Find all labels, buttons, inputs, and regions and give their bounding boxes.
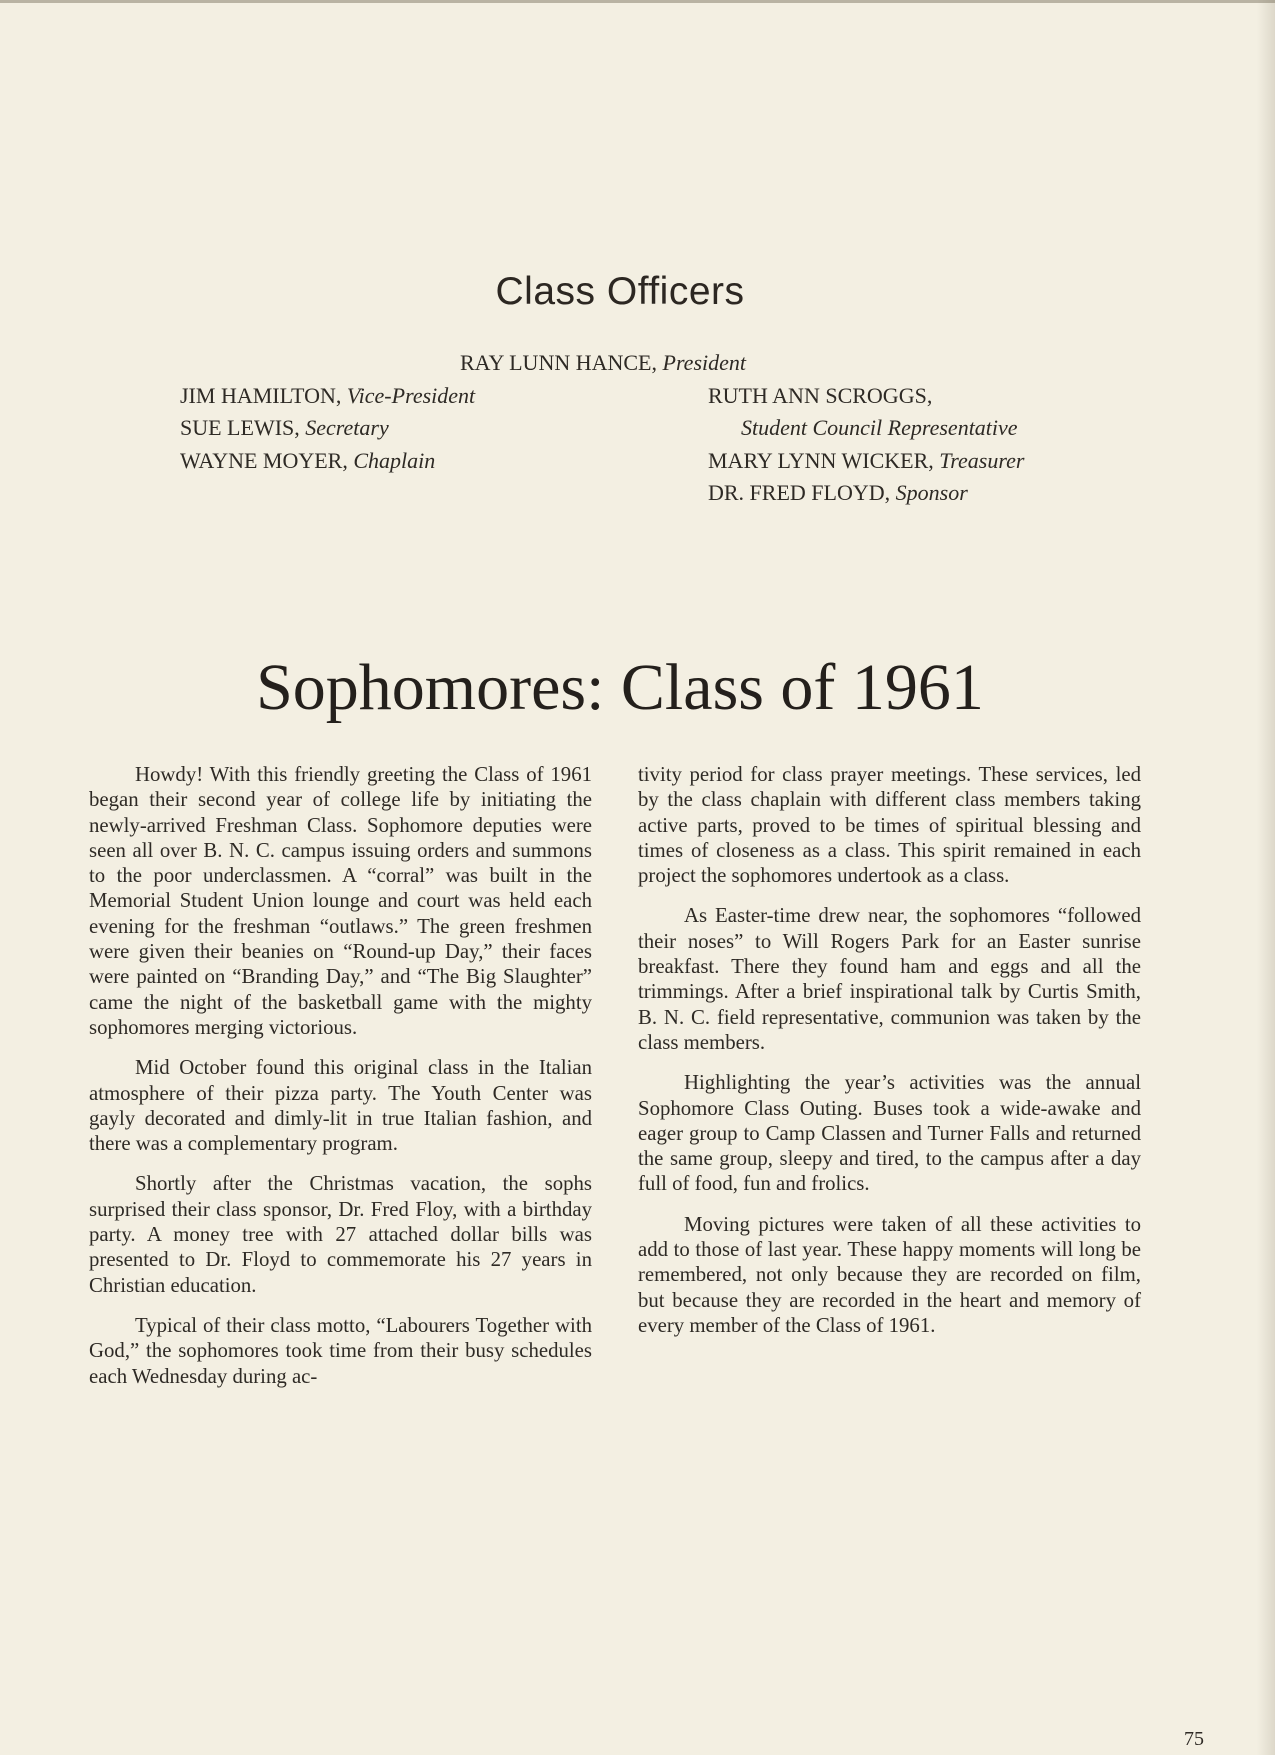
officer-secretary bbox=[180, 415, 389, 441]
officer-student-council bbox=[708, 383, 932, 409]
article-paragraph: Shortly after the Christmas vacation, the sophs surprised their class sponsor, Dr. Fred Floy, with a birthday party. A money tree with 27 attached dollar bills was presented to Dr. Floyd to commemorate his 27 years in Christian education. bbox=[89, 1172, 592, 1297]
article-column-left bbox=[89, 762, 592, 1404]
officer-role: Sponsor bbox=[895, 480, 968, 505]
article-paragraph: Highlighting the year’s activities was the annual Sophomore Class Outing. Buses took a wide-awake and eager group to Camp Classen and Turner Falls and returned the same group, sleepy and tired, to the campus after a day full of food, fun and frolics. bbox=[638, 1071, 1141, 1196]
article-paragraph: Moving pictures were taken of all these activities to add to those of last year. These happy moments will long be remembered, not only because they are recorded on film, but because they are recorded in the heart and memory of every member of the Class of 1961. bbox=[638, 1212, 1141, 1337]
top-border bbox=[0, 0, 1275, 3]
officer-vice-president bbox=[180, 383, 475, 409]
officer-name: MARY LYNN WICKER, bbox=[708, 448, 934, 473]
class-officers-heading: Class Officers bbox=[495, 270, 745, 313]
article-column-right bbox=[638, 762, 1141, 1353]
article-paragraph: Howdy! With this friendly greeting the Class of 1961 began their second year of college life by initiating the newly-arrived Freshman Class. Sophomore deputies were seen all over B. N. C. campus issuing orders and summons to the poor underclassmen. A “corral” was built in the Memorial Student Union lounge and court was held each evening for the freshman “outlaws.” The green freshmen were given their beanies on “Round-up Day,” their faces were painted on “Branding Day,” and “The Big Slaughter” came the night of the basketball game with the mighty sophomores merging victorious. bbox=[89, 763, 592, 1039]
page-edge-shadow bbox=[1257, 0, 1275, 1755]
page-number: 75 bbox=[1184, 1728, 1204, 1750]
officer-chaplain bbox=[180, 448, 435, 474]
officer-name: DR. FRED FLOYD, bbox=[708, 480, 891, 505]
officer-role: Student Council Representative bbox=[741, 415, 1018, 440]
article-title: Sophomores: Class of 1961 bbox=[256, 651, 984, 724]
article-paragraph: Mid October found this original class in the Italian atmosphere of their pizza party. The Youth Center was gayly decorated and dimly-lit in true Italian fashion, and there was a complementary program. bbox=[89, 1056, 592, 1156]
article-paragraph: As Easter-time drew near, the sophomores “followed their noses” to Will Rogers Park for an Easter sunrise breakfast. There they found ham and eggs and all the trimmings. After a brief inspirational talk by Curtis Smith, B. N. C. field representative, communion was taken by the class members. bbox=[638, 904, 1141, 1054]
article-paragraph: Typical of their class motto, “Labourers Together with God,” the sophomores took time from their busy schedules each Wednesday during ac- bbox=[89, 1313, 592, 1388]
officer-role: Vice-President bbox=[346, 383, 476, 408]
officer-name: WAYNE MOYER, bbox=[180, 448, 348, 473]
officer-name: JIM HAMILTON, bbox=[180, 383, 342, 408]
officer-name: RAY LUNN HANCE, bbox=[460, 350, 657, 375]
officer-role: Secretary bbox=[305, 415, 389, 440]
officer-name: SUE LEWIS, bbox=[180, 415, 300, 440]
officer-role: Chaplain bbox=[353, 448, 436, 473]
officer-student-council-role bbox=[741, 415, 1018, 441]
article-paragraph-continued: tivity period for class prayer meetings. These services, led by the class chaplain with different class members taking active parts, proved to be times of spiritual blessing and times of closeness as a class. This spirit remained in each project the sophomores undertook as a class. bbox=[638, 763, 1141, 888]
officer-president bbox=[460, 350, 746, 376]
officer-treasurer bbox=[708, 448, 1024, 474]
officer-sponsor bbox=[708, 480, 968, 506]
officer-role: President bbox=[662, 350, 746, 375]
officer-name: RUTH ANN SCROGGS, bbox=[708, 383, 933, 408]
officer-role: Treasurer bbox=[939, 448, 1025, 473]
